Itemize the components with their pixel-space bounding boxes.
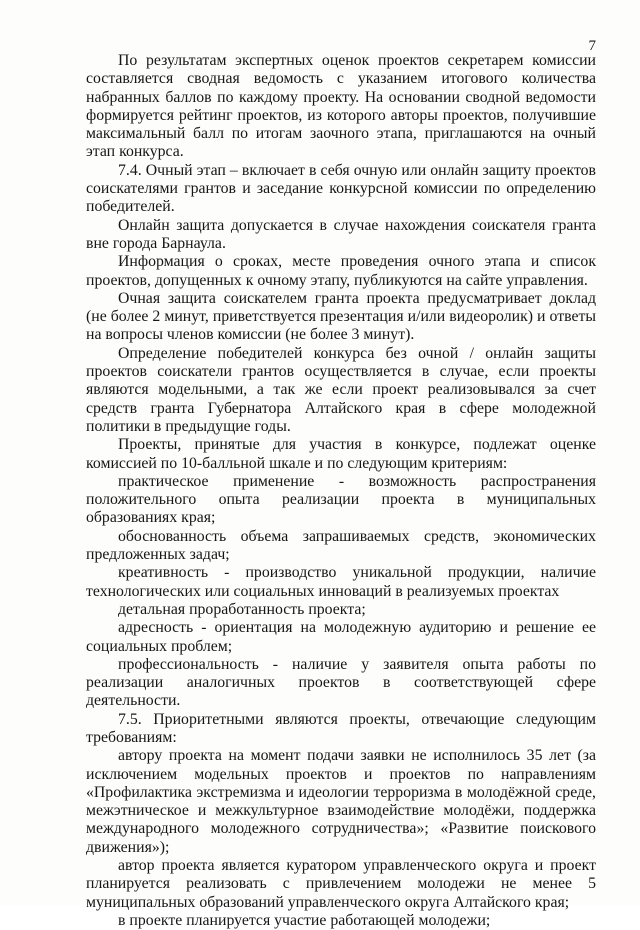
paragraph-section-7-4: 7.4. Очный этап – включает в себя очную или онлайн защиту проектов соискателями грантов и заседание конкурсной комиссии по определению победителей. [86, 161, 596, 216]
paragraph-section-7-5: 7.5. Приоритетными являются проекты, отвечающие следующим требованиям: [86, 710, 596, 746]
criterion-justification: обоснованность объема запрашиваемых средств, экономических предложенных задач; [86, 527, 596, 564]
criterion-detailed-elaboration: детальная проработанность проекта; [118, 600, 366, 618]
paragraph-in-person-defense: Очная защита соискателем гранта проекта предусматривает доклад (не более 2 минут, приветствуется презентация и/или видеоролик) и ответы на вопросы членов комиссии (не более 3 минут). [86, 289, 596, 344]
page-number: 7 [588, 38, 596, 54]
paragraph-online-defense: Онлайн защита допускается в случае нахождения соискателя гранта вне города Барнаула. [86, 216, 596, 252]
paragraph-stage-information: Информация о сроках, месте проведения очного этапа и список проектов, допущенных к очному этапу, публикуются на сайте управления. [86, 253, 596, 289]
criterion-practical-application: практическое применение - возможность распространения положительного опыта реализации проекта в муниципальных образованиях края; [86, 472, 596, 527]
criterion-creativity: креативность - производство уникальной продукции, наличие технологических или социальных инноваций в реализуемых проектах [86, 564, 596, 600]
criterion-professionalism: профессиональность - наличие у заявителя опыта работы по реализации аналогичных проектов в соответствующей сфере деятельности. [86, 655, 596, 710]
priority-district-curator: автор проекта является куратором управленческого округа и проект планируется реализовать с привлечением молодежи не менее 5 муниципальных образований управленческого округа Алтайского края; [86, 857, 596, 911]
criterion-targeting: адресность - ориентация на молодежную аудиторию и решение ее социальных проблем; [86, 619, 596, 655]
priority-author-age: автору проекта на момент подачи заявки не исполнилось 35 лет (за исключением модельных проектов и проектов по направлениям «Профилактика экстремизма и идеологии терроризма в молодёжной среде, межэтническое и межкультурное взаимодействие молодёжи, поддержка международного молодежного сотрудничества»; «Развитие поискового движения»); [86, 747, 596, 856]
paragraph-evaluation-scale: Проекты, принятые для участия в конкурсе, подлежат оценке комиссией по 10-балльной шкале и по следующим критериям: [86, 436, 596, 472]
paragraph-rating-summary: По результатам экспертных оценок проектов секретарем комиссии составляется сводная ведомость с указанием итогового количества набранных баллов по каждому проекту. На основании сводной ведомости формируется рейтинг проектов, из которого авторы проектов, получившие максимальный балл по итогам заочного этапа, приглашаются на очный этап конкурса. [86, 52, 596, 161]
priority-working-youth: в проекте планируется участие работающей молодежи; [118, 911, 491, 929]
paragraph-winners-without-defense: Определение победителей конкурса без очной / онлайн защиты проектов соискатели грантов осуществляется в случае, если проекты являются модельными, а так же если проект реализовывался за счет средств гранта Губернатора Алтайского края в сфере молодежной политики в предыдущие годы. [86, 344, 596, 435]
